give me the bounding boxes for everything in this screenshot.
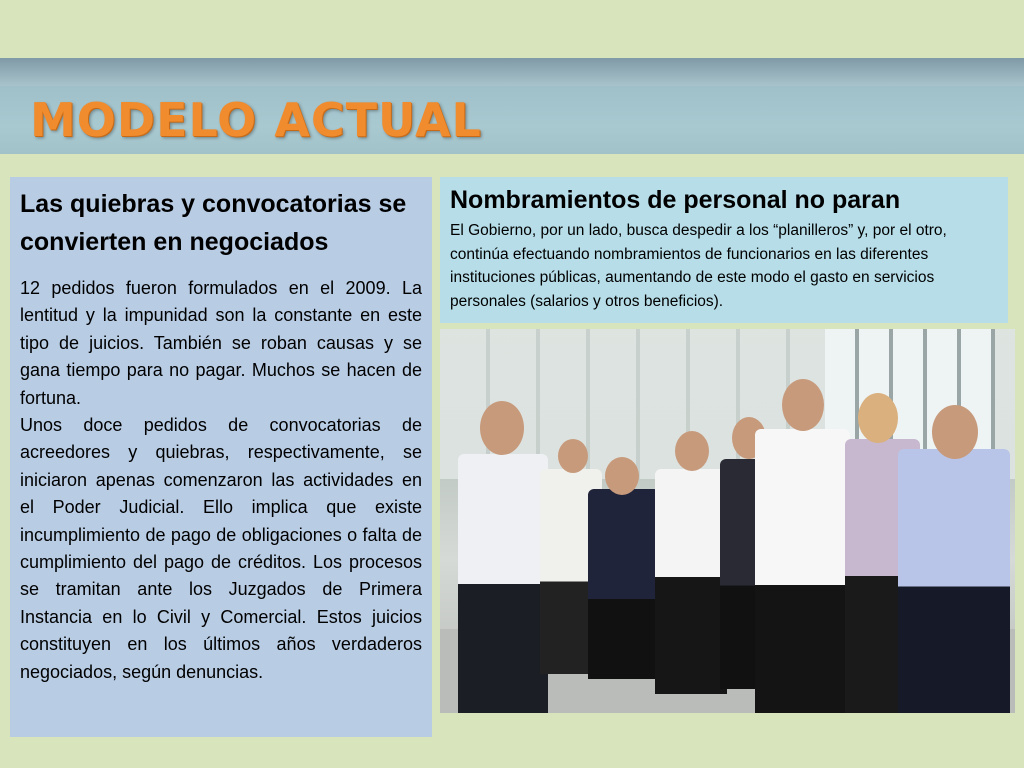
left-paragraph-1: 12 pedidos fueron formulados en el 2009. La lentitud y la impunidad son la constante en este tipo de juicios. También se roban causas y se gana tiempo para no pagar. Muchos se hacen de fortuna.	[20, 278, 422, 408]
photo-person	[588, 489, 660, 679]
right-panel-heading: Nombramientos de personal no paran	[450, 186, 901, 214]
left-panel-heading: Las quiebras y convocatorias se convierten en negociados	[20, 190, 407, 256]
left-panel-body	[20, 275, 422, 686]
photo-head	[480, 401, 524, 455]
slide-title: MODELO ACTUAL	[30, 93, 482, 147]
right-panel-body: El Gobierno, por un lado, busca despedir a los “planilleros” y, por el otro, continúa efectuando nombramientos de funcionarios en las diferentes instituciones públicas, aumentando de este modo el gasto en servicios personales (salarios y otros beneficios).	[450, 222, 947, 310]
photo-head	[558, 439, 588, 473]
photo-head	[675, 431, 709, 471]
photo-person	[755, 429, 850, 713]
right-text-panel	[440, 177, 1008, 323]
photo-person	[458, 454, 548, 713]
left-paragraph-2: Unos doce pedidos de convocatorias de acreedores y quiebras, respectivamente, se iniciaron apenas comenzaron las actividades en el Poder Judicial. Ello implica que existe incumplimiento de pago de obligaciones o falta de cumplimiento del pago de créditos. Los procesos se tramitan ante los Juzgados de Primera Instancia en lo Civil y Comercial. Estos juicios constituyen en los últimos años verdaderos negociados, según denuncias.	[20, 415, 422, 682]
photo-head	[858, 393, 898, 443]
photo-head	[932, 405, 978, 459]
photo-person	[655, 469, 727, 694]
photo-person	[898, 449, 1010, 713]
news-photo	[440, 329, 1015, 713]
photo-head	[605, 457, 639, 495]
photo-head	[782, 379, 824, 431]
left-text-panel	[10, 177, 432, 737]
top-decorative-bar	[0, 58, 1024, 86]
